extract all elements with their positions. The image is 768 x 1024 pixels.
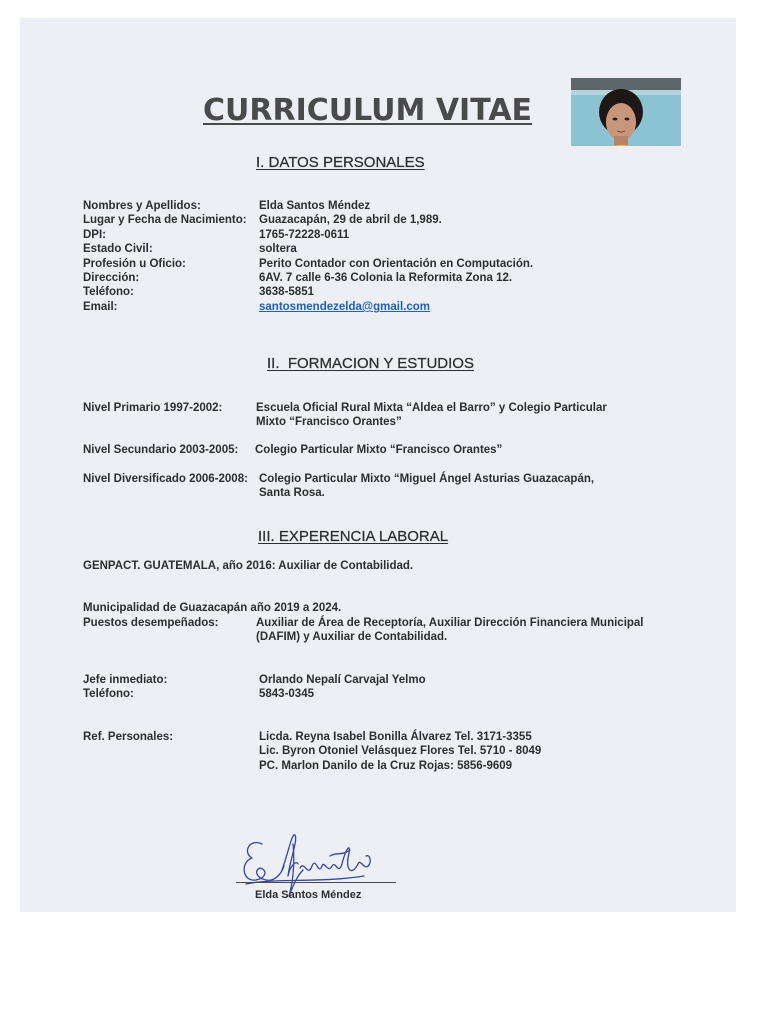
- reference-3: PC. Marlon Danilo de la Cruz Rojas: 5856-9609: [259, 760, 513, 772]
- reference-1: Licda. Reyna Isabel Bonilla Álvarez Tel. 3171-3355: [259, 731, 532, 743]
- signature-stroke: [282, 835, 298, 876]
- photo-eye-right: [625, 118, 630, 121]
- education-value-primary-line-1: Escuela Oficial Rural Mixta “Aldea el Barro” y Colegio Particular: [256, 402, 607, 414]
- education-value-secondary: Colegio Particular Mixto “Francisco Orantes”: [255, 444, 503, 456]
- section-heading-experience: III. EXPERENCIA LABORAL: [258, 528, 449, 545]
- references-label: Ref. Personales:: [83, 731, 174, 743]
- education-label-secondary: Nivel Secundario 2003-2005:: [83, 444, 239, 456]
- section-heading-personal: I. DATOS PERSONALES: [256, 154, 425, 171]
- experience-genpact: GENPACT. GUATEMALA, año 2016: Auxiliar de Contabilidad.: [83, 560, 414, 572]
- field-value-address: 6AV. 7 calle 6-36 Colonia la Reformita Zona 12.: [259, 272, 513, 284]
- supervisor-value: Orlando Nepalí Carvajal Yelmo: [259, 674, 426, 686]
- experience-municipality: Municipalidad de Guazacapán año 2019 a 2024.: [83, 602, 342, 614]
- field-label-profession: Profesión u Oficio:: [83, 258, 186, 270]
- education-value-diversified-line-2: Santa Rosa.: [259, 487, 325, 499]
- photo-eye-left: [613, 118, 618, 121]
- photo-ceiling: [571, 78, 681, 90]
- photo-face: [606, 103, 636, 141]
- field-value-profession: Perito Contador con Orientación en Computación.: [259, 258, 534, 270]
- page-title: CURRICULUM VITAE: [203, 93, 533, 128]
- reference-2: Lic. Byron Otoniel Velásquez Flores Tel. 5710 - 8049: [259, 745, 542, 757]
- field-label-address: Dirección:: [83, 272, 140, 284]
- field-value-civil-status: soltera: [259, 243, 297, 255]
- field-label-dpi: DPI:: [83, 229, 106, 241]
- positions-value-line-2: (DAFIM) y Auxiliar de Contabilidad.: [256, 631, 448, 643]
- field-value-birth: Guazacapán, 29 de abril de 1,989.: [259, 214, 442, 226]
- education-label-primary: Nivel Primario 1997-2002:: [83, 402, 223, 414]
- field-label-name: Nombres y Apellidos:: [83, 200, 201, 212]
- profile-photo: [571, 42, 681, 146]
- positions-label: Puestos desempeñados:: [83, 617, 219, 629]
- photo-neck: [614, 136, 628, 146]
- cv-page: [20, 18, 736, 912]
- field-label-email: Email:: [83, 301, 118, 313]
- field-value-dpi: 1765-72228-0611: [259, 229, 350, 241]
- section-heading-education: II. FORMACION Y ESTUDIOS: [267, 355, 474, 372]
- signature-name: Elda Santos Méndez: [255, 889, 362, 901]
- education-value-primary-line-2: Mixto “Francisco Orantes”: [256, 416, 402, 428]
- field-value-name: Elda Santos Méndez: [259, 200, 371, 212]
- field-label-phone: Teléfono:: [83, 286, 134, 298]
- field-label-birth: Lugar y Fecha de Nacimiento:: [83, 214, 247, 226]
- supervisor-phone-value: 5843-0345: [259, 688, 314, 700]
- education-label-diversified: Nivel Diversificado 2006-2008:: [83, 473, 248, 485]
- signature-stroke: [244, 843, 284, 881]
- field-value-phone: 3638-5851: [259, 286, 314, 298]
- field-label-civil-status: Estado Civil:: [83, 243, 153, 255]
- email-link[interactable]: santosmendezelda@gmail.com: [259, 301, 430, 313]
- positions-value-line-1: Auxiliar de Área de Receptoría, Auxiliar Dirección Financiera Municipal: [256, 617, 644, 629]
- supervisor-label: Jefe inmediato:: [83, 674, 168, 686]
- signature-stroke: [300, 848, 370, 871]
- supervisor-phone-label: Teléfono:: [83, 688, 134, 700]
- education-value-diversified-line-1: Colegio Particular Mixto “Miguel Ángel Asturias Guazacapán,: [259, 473, 595, 485]
- signature-line: [236, 882, 396, 883]
- profile-photo-image: [571, 78, 681, 146]
